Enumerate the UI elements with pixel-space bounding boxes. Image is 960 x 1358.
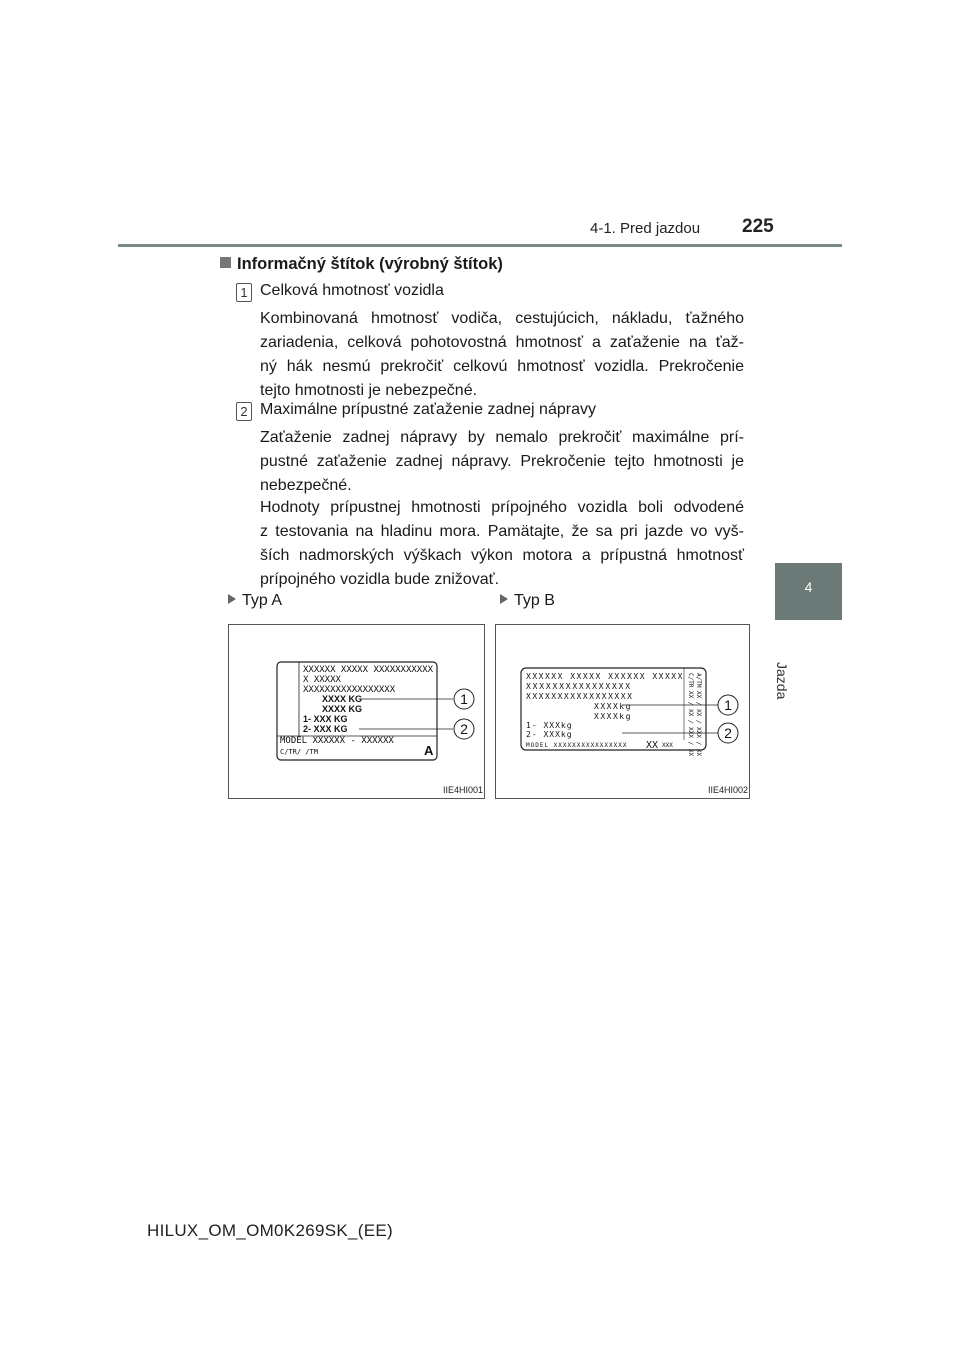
item-number-badge: 1 xyxy=(236,283,252,302)
plate-line: XXXX KG xyxy=(322,704,363,714)
plate-line: C/TR XX / XX / XXX / XX xyxy=(687,673,694,757)
plate-line: C/TR/ /TM xyxy=(280,748,318,756)
plate-line: 2- XXXkg xyxy=(526,730,573,739)
square-bullet-icon xyxy=(220,257,231,268)
callout-number: 2 xyxy=(460,721,468,737)
plate-line: XXX xyxy=(662,742,673,749)
figure-label-a: Typ A xyxy=(228,592,282,610)
plate-line: XXXXkg xyxy=(594,712,632,721)
document-code: HILUX_OM_OM0K269SK_(EE) xyxy=(147,1221,393,1240)
figure-label-b: Typ B xyxy=(500,592,555,610)
paragraph-line: ších nadmorských výškach výkon motora a prípustná hmotnosť xyxy=(260,547,744,564)
plate-line: MODEL XXXXXXXXXXXXXXXX xyxy=(526,742,628,749)
plate-line: XXXXXXXXXXXXXXXXX xyxy=(303,685,396,695)
plate-line: 1- XXXkg xyxy=(526,721,573,730)
plate-letter: A xyxy=(424,743,434,758)
plate-line: A/TM XX / XX / XXX / XX xyxy=(695,673,702,757)
chapter-label-container xyxy=(774,622,840,700)
plate-line: 1- XXX KG xyxy=(303,714,348,724)
item-paragraph xyxy=(260,496,744,592)
running-header-section: 4-1. Pred jazdou xyxy=(590,220,701,237)
plate-line: XXXXXX XXXXX XXXXXXXXXXX xyxy=(303,665,434,675)
paragraph-line: tejto hmotnosti je nebezpečné. xyxy=(260,382,478,399)
triangle-bullet-icon xyxy=(228,594,236,604)
paragraph-line: Zaťaženie zadnej nápravy by nemalo prekročiť maximálne prí- xyxy=(260,429,744,446)
paragraph-line: Hodnoty prípustnej hmotnosti prípojného vozidla boli odvodené xyxy=(260,499,744,516)
plate-line: X XXXXX xyxy=(303,675,341,685)
figure-type-b xyxy=(495,624,750,799)
plate-illustration-a xyxy=(229,625,484,798)
plate-line: XXXX KG xyxy=(322,694,363,704)
callout-number: 1 xyxy=(460,691,468,707)
plate-line: XX xyxy=(646,740,659,751)
callout-number: 1 xyxy=(724,697,732,713)
plate-line: XXXXXXXXXXXXXXXXX xyxy=(526,692,634,701)
plate-illustration-b xyxy=(496,625,749,798)
plate-line: 2- XXX KG xyxy=(303,724,348,734)
item-paragraph xyxy=(260,426,744,498)
page-number: 225 xyxy=(742,216,774,237)
paragraph-line: z testovania na hladinu mora. Pamätajte, že sa pri jazde vo vyš- xyxy=(260,523,744,540)
plate-line: XXXXkg xyxy=(594,702,632,711)
plate-line: XXXXXX XXXXX XXXXXX XXXXX xyxy=(526,672,684,681)
paragraph-line: Kombinovaná hmotnosť vodiča, cestujúcich, nákladu, ťažného xyxy=(260,310,744,327)
section-title: Informačný štítok (výrobný štítok) xyxy=(237,255,503,273)
item-title: Maximálne prípustné zaťaženie zadnej nápravy xyxy=(260,401,596,418)
item-paragraph xyxy=(260,307,744,403)
figure-code: IIE4HI001 xyxy=(443,785,484,795)
chapter-number: 4 xyxy=(804,579,813,595)
paragraph-line: ný hák nesmú prekročiť celkovú hmotnosť vozidla. Prekročenie xyxy=(260,358,744,375)
triangle-bullet-icon xyxy=(500,594,508,604)
chapter-tab xyxy=(775,563,842,620)
section-heading xyxy=(220,255,503,274)
figure-code: IIE4HI002 xyxy=(708,785,749,795)
callout-number: 2 xyxy=(724,725,732,741)
plate-line: MODEL XXXXXX - XXXXXX xyxy=(280,736,394,746)
item-number-badge: 2 xyxy=(236,402,252,421)
header-rule xyxy=(118,244,842,247)
chapter-label: Jazda xyxy=(774,662,790,700)
paragraph-line: zariadenia, celková pohotovostná hmotnosť a zaťaženie na ťaž- xyxy=(260,334,744,351)
figure-type-a xyxy=(228,624,485,799)
item-title: Celková hmotnosť vozidla xyxy=(260,282,444,299)
paragraph-line: nebezpečné. xyxy=(260,477,352,494)
paragraph-line: pustné zaťaženie zadnej nápravy. Prekročenie tejto hmotnosti je xyxy=(260,453,744,470)
paragraph-line: prípojného vozidla bude znižovať. xyxy=(260,571,500,588)
plate-line: XXXXXXXXXXXXXXXX xyxy=(526,682,632,691)
